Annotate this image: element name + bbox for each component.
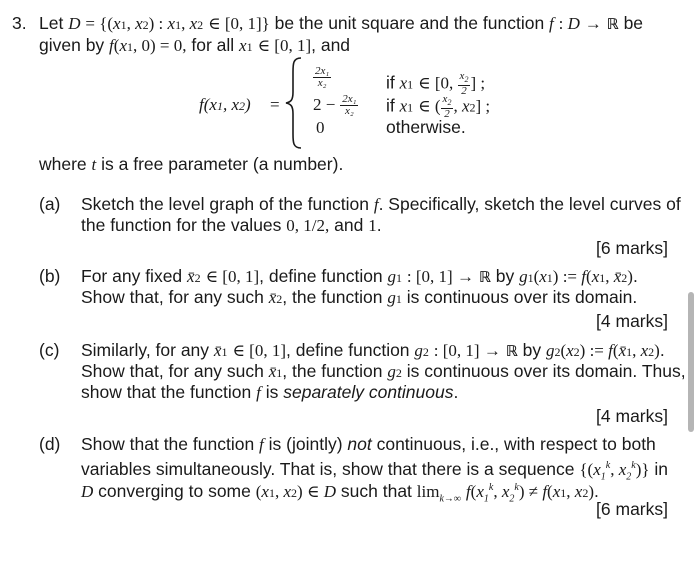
- case-3-condition: otherwise.: [386, 117, 466, 137]
- part-b-label: (b): [39, 266, 61, 286]
- left-brace-icon: [283, 56, 307, 150]
- part-a-marks: [6 marks]: [596, 238, 668, 258]
- part-c-label: (c): [39, 340, 60, 360]
- part-b-line-1: For any fixed x̄2 ∈ [0, 1], define function g1 : [0, 1] → ℝ by g1(x1) := f(x1, x̄2).: [81, 266, 638, 286]
- part-d-line-3: D converging to some (x1, x2) ∈ D such that $\lim_{k\to\infty} f(x_1^k$, $x_2^k) \ne f(x1$, x2).: [81, 480, 599, 505]
- part-c-line-3: show that the function f is separately continuous.: [81, 382, 459, 402]
- part-c-line-2: Show that, for any such x̄1, the function g2 is continuous over its domain. Thus,: [81, 361, 686, 381]
- part-d-marks: [6 marks]: [596, 499, 668, 519]
- part-d-label: (d): [39, 434, 61, 454]
- equals-sign: =: [270, 95, 280, 114]
- part-a-line-1: Sketch the level graph of the function f. Specifically, sketch the level curves of: [81, 194, 681, 214]
- problem-intro-line-1: Let D = {(x1, x2) : x1, x2 ∈ [0, 1]} be the unit square and the function f : D → ℝ be: [39, 13, 644, 33]
- case-2-condition: if x1 ∈ ( $\frac{x_2}{2}$ , x2] ;: [386, 93, 491, 121]
- intro-text-1: Let: [39, 13, 69, 33]
- problem-intro-line-2: given by f(x1, 0) = 0, for all x1 ∈ [0, 1], and: [39, 35, 351, 55]
- case-3-expression: 0: [316, 118, 325, 137]
- problem-number: 3.: [12, 13, 27, 33]
- function-lhs: f(x1, x2): [199, 95, 251, 114]
- case-1-expression: [313, 66, 331, 89]
- math-D: D: [68, 14, 81, 33]
- vertical-scrollbar[interactable]: [688, 292, 694, 432]
- part-b-line-2: Show that, for any such x̄2, the function g1 is continuous over its domain.: [81, 287, 638, 307]
- part-d-line-2: variables simultaneously. That is, show that there is a sequence {($x_1^k$, $x_2^k$)} in: [81, 458, 669, 483]
- part-c-marks: [4 marks]: [596, 406, 668, 426]
- case-1-condition: if x1 ∈ [0, $\frac{x_2}{2}$ ] ;: [386, 70, 486, 98]
- part-c-line-1: Similarly, for any x̄1 ∈ [0, 1], define function g2 : [0, 1] → ℝ by g2(x2) := f(x̄1, x2).: [81, 340, 665, 360]
- part-b-marks: [4 marks]: [596, 311, 668, 331]
- case-2-fraction: $\frac{\text{2x₁}}{\text{x₂}}$: [342, 93, 357, 117]
- case-1-fraction: $\frac{\text{2x₁}}{\text{x₂}}$: [315, 65, 330, 89]
- case-2-expression: 2 − $\frac{\text{2x₁}}{\text{x₂}}$: [313, 93, 357, 117]
- part-d-line-1: Show that the function f is (jointly) not continuous, i.e., with respect to both: [81, 434, 656, 454]
- where-line: where t is a free parameter (a number).: [39, 154, 344, 174]
- part-a-label: (a): [39, 194, 61, 214]
- part-a-line-2: the function for the values 0, 1/2, and 1.: [81, 215, 382, 235]
